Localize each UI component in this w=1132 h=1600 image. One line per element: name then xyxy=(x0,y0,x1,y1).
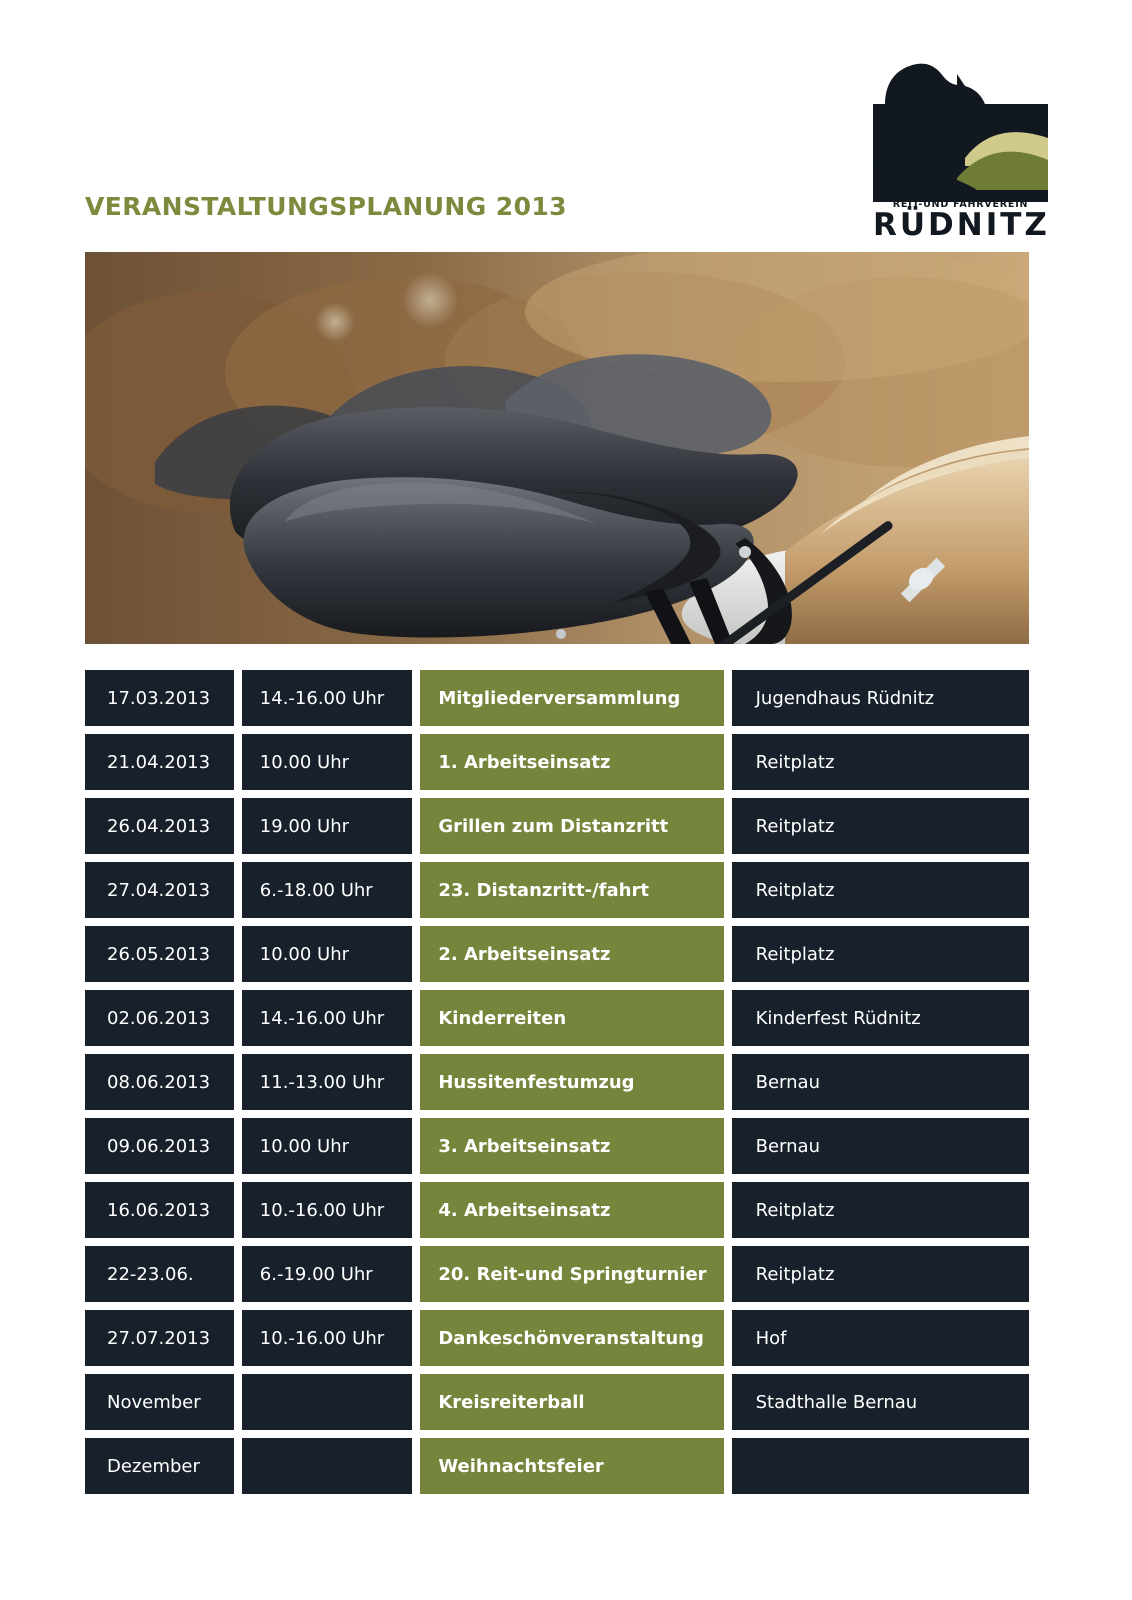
cell-date: Dezember xyxy=(85,1438,234,1494)
cell-place: Jugendhaus Rüdnitz xyxy=(732,670,1029,726)
horse-head-icon xyxy=(873,62,1048,202)
cell-time: 14.-16.00 Uhr xyxy=(242,990,413,1046)
cell-date: 22-23.06. xyxy=(85,1246,234,1302)
table-row xyxy=(85,1182,1029,1238)
cell-event: Grillen zum Distanzritt xyxy=(420,798,723,854)
cell-date: 21.04.2013 xyxy=(85,734,234,790)
table-row xyxy=(85,1374,1029,1430)
cell-date: 26.05.2013 xyxy=(85,926,234,982)
cell-event: 3. Arbeitseinsatz xyxy=(420,1118,723,1174)
cell-event: 4. Arbeitseinsatz xyxy=(420,1182,723,1238)
cell-date: 09.06.2013 xyxy=(85,1118,234,1174)
cell-time: 10.00 Uhr xyxy=(242,926,413,982)
cell-event: 1. Arbeitseinsatz xyxy=(420,734,723,790)
cell-place: Hof xyxy=(732,1310,1029,1366)
cell-place: Bernau xyxy=(732,1054,1029,1110)
cell-event: Kinderreiten xyxy=(420,990,723,1046)
cell-time: 19.00 Uhr xyxy=(242,798,413,854)
cell-place: Reitplatz xyxy=(732,1182,1029,1238)
cell-place: Reitplatz xyxy=(732,926,1029,982)
table-row xyxy=(85,990,1029,1046)
logo-title: RÜDNITZ xyxy=(873,207,1050,243)
page-title: VERANSTALTUNGSPLANUNG 2013 xyxy=(85,192,567,221)
cell-event: Weihnachtsfeier xyxy=(420,1438,723,1494)
cell-event: Hussitenfestumzug xyxy=(420,1054,723,1110)
table-row xyxy=(85,926,1029,982)
cell-event: Dankeschönveranstaltung xyxy=(420,1310,723,1366)
cell-date: 27.07.2013 xyxy=(85,1310,234,1366)
cell-date: 26.04.2013 xyxy=(85,798,234,854)
table-row xyxy=(85,798,1029,854)
cell-place xyxy=(732,1438,1029,1494)
cell-place: Bernau xyxy=(732,1118,1029,1174)
cell-date: 08.06.2013 xyxy=(85,1054,234,1110)
cell-time: 10.-16.00 Uhr xyxy=(242,1182,413,1238)
cell-place: Stadthalle Bernau xyxy=(732,1374,1029,1430)
table-row xyxy=(85,1118,1029,1174)
cell-date: November xyxy=(85,1374,234,1430)
table-row xyxy=(85,1054,1029,1110)
club-logo xyxy=(873,62,1048,242)
cell-time: 10.-16.00 Uhr xyxy=(242,1310,413,1366)
cell-place: Kinderfest Rüdnitz xyxy=(732,990,1029,1046)
table-row xyxy=(85,1310,1029,1366)
cell-time: 14.-16.00 Uhr xyxy=(242,670,413,726)
cell-place: Reitplatz xyxy=(732,1246,1029,1302)
table-row xyxy=(85,1246,1029,1302)
table-row xyxy=(85,862,1029,918)
cell-event: 23. Distanzritt-/fahrt xyxy=(420,862,723,918)
event-schedule-table xyxy=(85,670,1029,1502)
cell-event: 20. Reit-und Springturnier xyxy=(420,1246,723,1302)
cell-place: Reitplatz xyxy=(732,798,1029,854)
table-row xyxy=(85,1438,1029,1494)
cell-time: 10.00 Uhr xyxy=(242,1118,413,1174)
cell-time: 10.00 Uhr xyxy=(242,734,413,790)
logo-wordmark xyxy=(873,199,1048,242)
cell-event: Kreisreiterball xyxy=(420,1374,723,1430)
cell-event: 2. Arbeitseinsatz xyxy=(420,926,723,982)
cell-place: Reitplatz xyxy=(732,862,1029,918)
logo-subtitle: REIT-UND FAHRVEREIN xyxy=(892,199,1029,210)
cell-event: Mitgliederversammlung xyxy=(420,670,723,726)
cell-time xyxy=(242,1438,413,1494)
table-row xyxy=(85,734,1029,790)
hero-photo xyxy=(85,252,1029,644)
table-row xyxy=(85,670,1029,726)
cell-date: 27.04.2013 xyxy=(85,862,234,918)
cell-time: 6.-18.00 Uhr xyxy=(242,862,413,918)
cell-date: 17.03.2013 xyxy=(85,670,234,726)
cell-place: Reitplatz xyxy=(732,734,1029,790)
cell-date: 02.06.2013 xyxy=(85,990,234,1046)
cell-time: 6.-19.00 Uhr xyxy=(242,1246,413,1302)
cell-time xyxy=(242,1374,413,1430)
cell-date: 16.06.2013 xyxy=(85,1182,234,1238)
cell-time: 11.-13.00 Uhr xyxy=(242,1054,413,1110)
